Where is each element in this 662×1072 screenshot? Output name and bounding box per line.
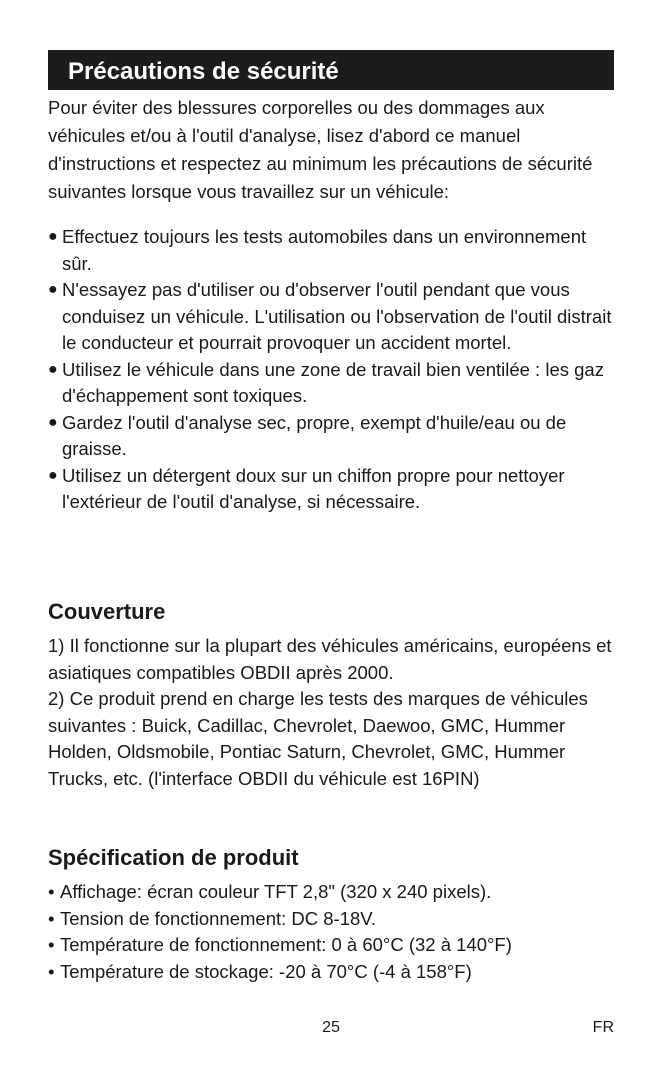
bullet-item: ● N'essayez pas d'utiliser ou d'observer l'outil pendant que vous conduisez un véhicule. L'utilisation ou l'observation de l'outil distrait le conducteur et pourrait provoquer un accident mortel. bbox=[48, 279, 612, 353]
bullet-dot-icon: ● bbox=[48, 228, 58, 245]
coverage-text bbox=[48, 633, 618, 792]
spec-item: • Température de stockage: -20 à 70°C (-4 à 158°F) bbox=[48, 959, 618, 986]
intro-paragraph: Pour éviter des blessures corporelles ou des dommages aux véhicules et/ou à l'outil d'analyse, lisez d'abord ce manuel d'instructions et respectez au minimum les précautions de sécurité suivantes lorsque vous travaillez sur un véhicule: bbox=[48, 97, 593, 202]
spec-item: • Affichage: écran couleur TFT 2,8" (320 x 240 pixels). bbox=[48, 879, 618, 906]
bullet-dot-icon: • bbox=[48, 960, 55, 982]
bullet-dot-icon: ● bbox=[48, 281, 58, 298]
spec-item: • Température de fonctionnement: 0 à 60°C (32 à 140°F) bbox=[48, 932, 618, 959]
safety-bullet-list bbox=[48, 224, 618, 516]
coverage-title: Couverture bbox=[48, 599, 166, 624]
bullet-dot-icon: ● bbox=[48, 360, 58, 378]
bullet-dot-icon: ● bbox=[48, 466, 58, 484]
spec-item: • Tension de fonctionnement: DC 8-18V. bbox=[48, 906, 618, 933]
language-code: FR bbox=[592, 1019, 614, 1036]
page-number: 25 bbox=[322, 1019, 340, 1036]
safety-precautions-title: Précautions de sécurité bbox=[68, 58, 339, 85]
bullet-dot-icon: • bbox=[48, 881, 55, 902]
specifications-list bbox=[48, 879, 618, 985]
bullet-dot-icon: ● bbox=[48, 413, 58, 431]
bullet-dot-icon: • bbox=[48, 934, 55, 955]
coverage-item: 1) Il fonctionne sur la plupart des véhicules américains, européens et asiatiques compatibles OBDII après 2000. bbox=[48, 635, 612, 683]
coverage-item: 2) Ce produit prend en charge les tests des marques de véhicules suivantes : Buick, Cadillac, Chevrolet, Daewoo, GMC, Hummer Holden, Oldsmobile, Pontiac Saturn, Chevrolet, GMC, Hummer Trucks, etc. (l'interface OBDII du véhicule est 16PIN) bbox=[48, 688, 588, 789]
bullet-item: ● Effectuez toujours les tests automobiles dans un environnement sûr. bbox=[48, 226, 587, 274]
section-header-bar bbox=[48, 50, 614, 90]
bullet-dot-icon: • bbox=[48, 907, 55, 929]
bullet-item: ● Utilisez un détergent doux sur un chiffon propre pour nettoyer l'extérieur de l'outil d'analyse, si nécessaire. bbox=[48, 464, 565, 512]
bullet-item: ● Utilisez le véhicule dans une zone de travail bien ventilée : les gaz d'échappement sont toxiques. bbox=[48, 358, 604, 406]
specifications-title: Spécification de produit bbox=[48, 845, 299, 870]
bullet-item: ● Gardez l'outil d'analyse sec, propre, exempt d'huile/eau ou de graisse. bbox=[48, 411, 567, 459]
